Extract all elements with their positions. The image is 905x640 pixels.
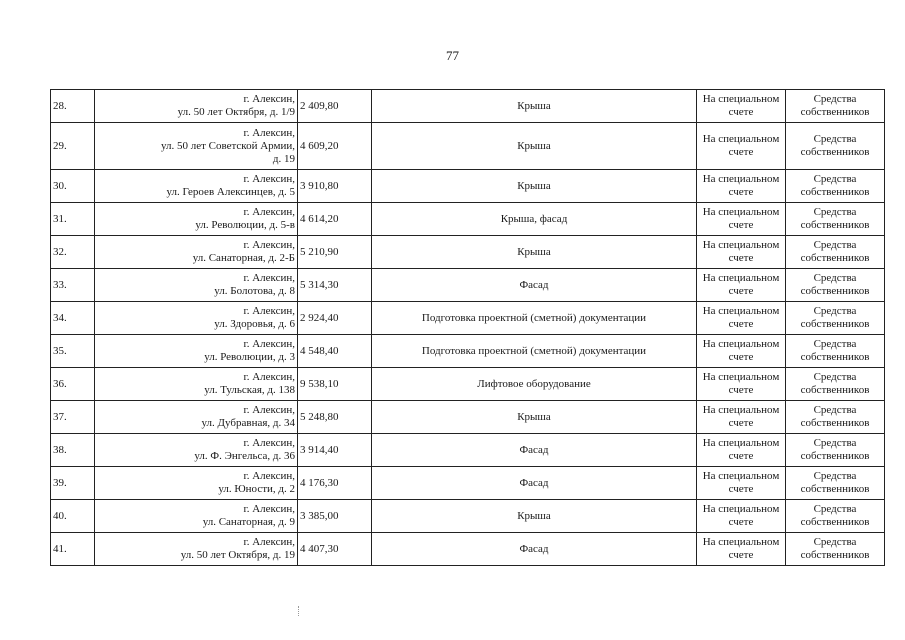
funding-source-cell [786,533,885,566]
account-line: счете [728,384,754,396]
funding-source-line: Средства [813,305,857,317]
address-cell [95,123,298,170]
row-number-cell: 35. [51,335,95,368]
area-cell: 5 314,30 [298,269,372,302]
address-cell [95,335,298,368]
area-cell: 4 407,30 [298,533,372,566]
work-type-cell: Крыша [372,90,697,123]
account-line: На специальном [702,536,780,548]
work-type-cell: Крыша [372,123,697,170]
account-line: На специальном [702,206,780,218]
scan-mark [298,606,302,616]
account-line: На специальном [702,338,780,350]
funding-source-line: Средства [813,503,857,515]
funding-source-line: собственников [800,516,870,528]
funding-source-line: собственников [800,417,870,429]
row-number-cell: 38. [51,434,95,467]
area-cell: 4 609,20 [298,123,372,170]
table-row [51,500,885,533]
funding-source-cell [786,434,885,467]
funding-source-line: Средства [813,173,857,185]
account-cell [697,269,786,302]
row-number-cell: 30. [51,170,95,203]
funding-source-cell [786,368,885,401]
account-line: На специальном [702,437,780,449]
address-cell [95,203,298,236]
address-cell [95,302,298,335]
address-line: ул. 50 лет Октября, д. 1/9 [177,106,295,118]
table-row [51,335,885,368]
work-type-cell: Фасад [372,434,697,467]
table-row [51,368,885,401]
funding-source-line: Средства [813,93,857,105]
area-cell: 9 538,10 [298,368,372,401]
row-number-cell: 33. [51,269,95,302]
account-line: На специальном [702,272,780,284]
funding-source-cell [786,401,885,434]
address-cell [95,401,298,434]
work-type-cell: Крыша [372,170,697,203]
funding-source-cell [786,236,885,269]
funding-source-line: собственников [800,351,870,363]
address-cell [95,269,298,302]
account-cell [697,335,786,368]
table-row [51,90,885,123]
area-cell: 4 614,20 [298,203,372,236]
funding-source-line: собственников [800,384,870,396]
work-type-cell: Крыша [372,236,697,269]
address-line: ул. Революции, д. 5-в [195,219,295,231]
account-cell [697,170,786,203]
address-cell [95,533,298,566]
funding-source-line: Средства [813,338,857,350]
row-number-cell: 41. [51,533,95,566]
funding-source-line: собственников [800,252,870,264]
account-line: счете [728,186,754,198]
address-line: ул. Ф. Энгельса, д. 36 [194,450,295,462]
address-cell [95,170,298,203]
account-line: счете [728,146,754,158]
address-line: д. 19 [272,152,295,165]
account-cell [697,533,786,566]
account-line: счете [728,549,754,561]
address-cell [95,368,298,401]
funding-source-line: собственников [800,106,870,118]
area-cell: 4 548,40 [298,335,372,368]
address-line: ул. Революции, д. 3 [204,351,295,363]
table-row [51,170,885,203]
address-line: г. Алексин, [243,503,295,515]
row-number-cell: 28. [51,90,95,123]
funding-source-cell [786,203,885,236]
address-line: г. Алексин, [243,272,295,284]
account-cell [697,302,786,335]
address-line: г. Алексин, [243,93,295,105]
address-line: ул. 50 лет Октября, д. 19 [180,549,295,561]
row-number-cell: 34. [51,302,95,335]
address-cell [95,434,298,467]
funding-source-line: Средства [813,239,857,251]
table-row [51,203,885,236]
row-number-cell: 37. [51,401,95,434]
table-row [51,236,885,269]
area-cell: 2 924,40 [298,302,372,335]
account-cell [697,90,786,123]
address-line: г. Алексин, [243,470,295,482]
account-line: счете [728,219,754,231]
funding-source-line: собственников [800,219,870,231]
account-cell [697,401,786,434]
address-line: ул. Дубравная, д. 34 [201,417,295,429]
account-line: счете [728,516,754,528]
work-type-cell: Фасад [372,467,697,500]
account-line: счете [728,106,754,118]
area-cell: 3 910,80 [298,170,372,203]
account-cell [697,467,786,500]
account-line: счете [728,318,754,330]
account-line: На специальном [702,133,780,145]
address-line: ул. Тульская, д. 138 [204,384,295,396]
row-number-cell: 31. [51,203,95,236]
repair-works-table [50,89,885,566]
work-type-cell: Лифтовое оборудование [372,368,697,401]
work-type-cell: Крыша [372,500,697,533]
funding-source-cell [786,269,885,302]
work-type-cell: Крыша, фасад [372,203,697,236]
funding-source-line: собственников [800,285,870,297]
table-row [51,533,885,566]
funding-source-line: собственников [800,549,870,561]
address-line: г. Алексин, [243,305,295,317]
area-cell: 3 385,00 [298,500,372,533]
area-cell: 5 248,80 [298,401,372,434]
funding-source-cell [786,302,885,335]
table-row [51,467,885,500]
address-cell [95,90,298,123]
account-line: счете [728,417,754,429]
work-type-cell: Подготовка проектной (сметной) документации [372,302,697,335]
account-cell [697,203,786,236]
area-cell: 4 176,30 [298,467,372,500]
table-row [51,401,885,434]
address-line: ул. Санаторная, д. 9 [202,516,295,528]
account-cell [697,434,786,467]
work-type-cell: Фасад [372,269,697,302]
funding-source-cell [786,335,885,368]
funding-source-line: собственников [800,450,870,462]
account-line: На специальном [702,404,780,416]
account-line: На специальном [702,173,780,185]
address-line: г. Алексин, [243,404,295,416]
account-line: счете [728,285,754,297]
account-line: На специальном [702,305,780,317]
funding-source-line: Средства [813,206,857,218]
address-line: ул. Юности, д. 2 [218,483,295,495]
address-line: г. Алексин, [243,536,295,548]
address-line: г. Алексин, [243,437,295,449]
row-number-cell: 40. [51,500,95,533]
work-type-cell: Крыша [372,401,697,434]
address-line: г. Алексин, [243,126,295,139]
table-row [51,123,885,170]
address-line: ул. Санаторная, д. 2-Б [192,252,295,264]
address-line: г. Алексин, [243,173,295,185]
funding-source-line: собственников [800,483,870,495]
funding-source-line: Средства [813,371,857,383]
address-line: г. Алексин, [243,206,295,218]
funding-source-cell [786,123,885,170]
address-line: ул. Героев Алексинцев, д. 5 [166,186,295,198]
funding-source-cell [786,467,885,500]
funding-source-line: Средства [813,272,857,284]
funding-source-line: Средства [813,470,857,482]
account-line: На специальном [702,371,780,383]
account-cell [697,123,786,170]
funding-source-line: Средства [813,404,857,416]
account-line: На специальном [702,503,780,515]
address-cell [95,236,298,269]
funding-source-line: собственников [800,186,870,198]
table-row [51,269,885,302]
funding-source-cell [786,90,885,123]
account-line: На специальном [702,93,780,105]
address-line: г. Алексин, [243,371,295,383]
table-body [51,90,885,566]
address-line: г. Алексин, [243,239,295,251]
account-cell [697,500,786,533]
funding-source-line: Средства [813,536,857,548]
area-cell: 5 210,90 [298,236,372,269]
account-line: счете [728,450,754,462]
address-line: ул. Здоровья, д. 6 [214,318,295,330]
account-cell [697,236,786,269]
account-line: На специальном [702,470,780,482]
row-number-cell: 32. [51,236,95,269]
row-number-cell: 29. [51,123,95,170]
address-line: г. Алексин, [243,338,295,350]
address-cell [95,500,298,533]
area-cell: 3 914,40 [298,434,372,467]
account-cell [697,368,786,401]
work-type-cell: Фасад [372,533,697,566]
address-line: ул. 50 лет Советской Армии, [160,139,295,152]
account-line: счете [728,483,754,495]
funding-source-line: собственников [800,146,870,158]
page-number: 77 [446,48,459,63]
address-line: ул. Болотова, д. 8 [214,285,295,297]
work-type-cell: Подготовка проектной (сметной) документации [372,335,697,368]
funding-source-line: Средства [813,437,857,449]
area-cell: 2 409,80 [298,90,372,123]
funding-source-line: собственников [800,318,870,330]
row-number-cell: 39. [51,467,95,500]
funding-source-line: Средства [813,133,857,145]
account-line: На специальном [702,239,780,251]
table-row [51,302,885,335]
account-line: счете [728,252,754,264]
address-cell [95,467,298,500]
account-line: счете [728,351,754,363]
funding-source-cell [786,170,885,203]
funding-source-cell [786,500,885,533]
table-row [51,434,885,467]
row-number-cell: 36. [51,368,95,401]
